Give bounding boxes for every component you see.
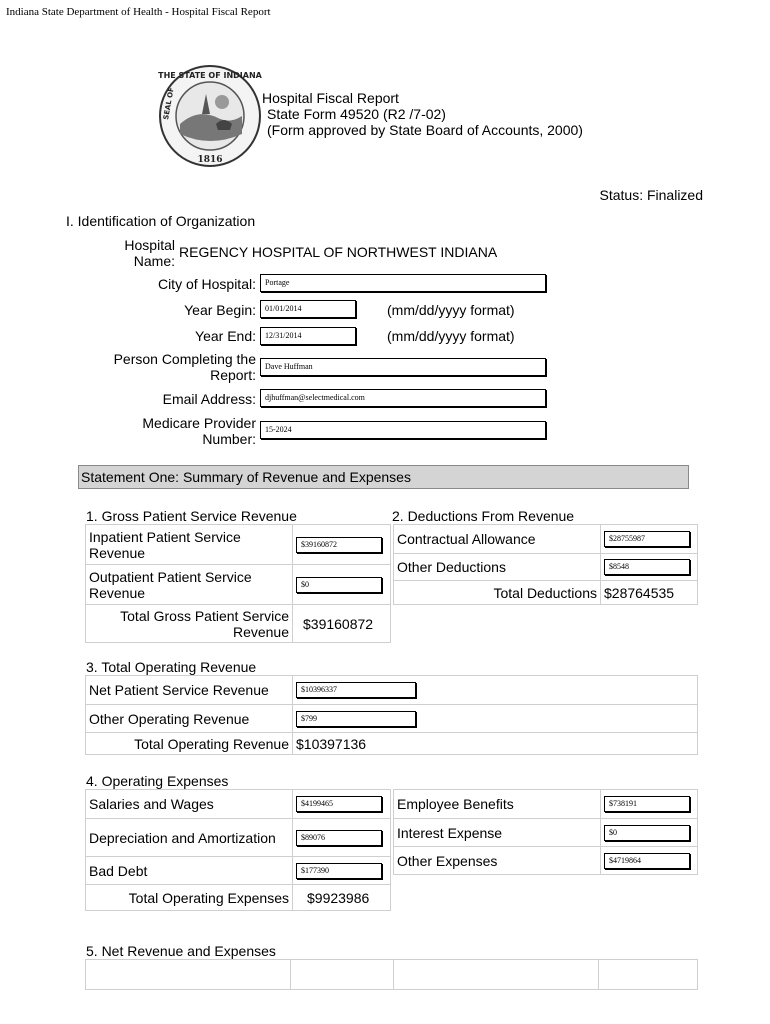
email-field[interactable]: djhuffman@selectmedical.com — [260, 389, 546, 407]
gross-total-label: Total Gross Patient Service Revenue — [86, 605, 293, 643]
bad-debt-field[interactable]: $177390 — [296, 863, 382, 879]
total-operating-expenses-value: $9923986 — [293, 885, 391, 911]
svg-text:THE STATE OF INDIANA: THE STATE OF INDIANA — [158, 71, 262, 80]
deductions-table — [393, 524, 698, 605]
form-title: Hospital Fiscal Report — [262, 90, 399, 106]
svg-text:1816: 1816 — [197, 155, 223, 165]
depreciation-field[interactable]: $89076 — [296, 830, 382, 846]
outpatient-label: Outpatient Patient Service Revenue — [86, 565, 293, 605]
other-expenses-label: Other Expenses — [394, 847, 601, 875]
interest-expense-label: Interest Expense — [394, 819, 601, 847]
inpatient-label: Inpatient Patient Service Revenue — [86, 525, 293, 565]
medicare-provider-label: Medicare Provider Number: — [142, 415, 256, 447]
total-operating-revenue-value: $10397136 — [293, 733, 698, 755]
year-end-field[interactable]: 12/31/2014 — [260, 327, 356, 345]
total-deductions-value: $28764535 — [601, 581, 698, 605]
year-end-format-hint: (mm/dd/yyyy format) — [387, 328, 515, 344]
person-completing-label: Person Completing the Report: — [113, 351, 256, 383]
operating-expenses-left-table — [85, 789, 391, 911]
other-deductions-label: Other Deductions — [394, 554, 601, 581]
year-begin-format-hint: (mm/dd/yyyy format) — [387, 302, 515, 318]
contractual-allowance-field[interactable]: $28755987 — [604, 531, 690, 547]
other-deductions-field[interactable]: $8548 — [604, 559, 690, 575]
depreciation-label: Depreciation and Amortization — [86, 819, 293, 857]
gross-revenue-heading: 1. Gross Patient Service Revenue — [86, 508, 297, 524]
statement-one-header: Statement One: Summary of Revenue and Expenses — [78, 465, 689, 489]
operating-revenue-table — [85, 675, 698, 755]
bad-debt-label: Bad Debt — [86, 857, 293, 885]
net-patient-revenue-label: Net Patient Service Revenue — [86, 676, 293, 705]
net-revenue-table — [85, 959, 698, 990]
net-revenue-cell — [291, 960, 394, 990]
operating-expenses-right-table — [393, 789, 698, 875]
person-completing-field[interactable]: Dave Huffman — [260, 358, 546, 376]
gross-total-value: $39160872 — [293, 605, 391, 643]
form-approval: (Form approved by State Board of Accounts, 2000) — [267, 122, 583, 138]
net-revenue-cell — [394, 960, 599, 990]
other-operating-revenue-label: Other Operating Revenue — [86, 705, 293, 733]
net-revenue-heading: 5. Net Revenue and Expenses — [86, 943, 276, 959]
deductions-heading: 2. Deductions From Revenue — [392, 508, 575, 524]
net-patient-revenue-field[interactable]: $10396337 — [296, 682, 416, 698]
form-title-block — [262, 90, 583, 138]
employee-benefits-field[interactable]: $738191 — [604, 796, 690, 812]
total-operating-revenue-label: Total Operating Revenue — [86, 733, 293, 755]
operating-expenses-heading: 4. Operating Expenses — [86, 773, 229, 789]
page-header: Indiana State Department of Health - Hospital Fiscal Report — [6, 6, 271, 18]
salaries-label: Salaries and Wages — [86, 790, 293, 819]
total-deductions-label: Total Deductions — [394, 581, 601, 605]
email-label: Email Address: — [162, 391, 256, 407]
salaries-field[interactable]: $4199465 — [296, 796, 382, 812]
year-begin-field[interactable]: 01/01/2014 — [260, 300, 356, 318]
section-identification-heading: I. Identification of Organization — [66, 213, 256, 229]
interest-expense-field[interactable]: $0 — [604, 825, 690, 841]
form-number: State Form 49520 (R2 /7-02) — [267, 106, 446, 122]
contractual-allowance-label: Contractual Allowance — [394, 525, 601, 554]
inpatient-field[interactable]: $39160872 — [296, 537, 382, 553]
year-end-label: Year End: — [195, 328, 256, 344]
hospital-name-label: Hospital Name: — [124, 237, 175, 269]
operating-revenue-heading: 3. Total Operating Revenue — [86, 659, 257, 675]
net-revenue-cell — [86, 960, 291, 990]
status-label: Status: Finalized — [599, 187, 703, 203]
hospital-name-value: REGENCY HOSPITAL OF NORTHWEST INDIANA — [179, 244, 498, 260]
year-begin-label: Year Begin: — [184, 302, 256, 318]
svg-text:SEAL OF: SEAL OF — [162, 86, 176, 121]
total-operating-expenses-label: Total Operating Expenses — [86, 885, 293, 911]
other-operating-revenue-field[interactable]: $799 — [296, 711, 416, 727]
net-revenue-cell — [599, 960, 698, 990]
state-seal-icon — [158, 64, 262, 168]
other-expenses-field[interactable]: $4719864 — [604, 853, 690, 869]
medicare-provider-field[interactable]: 15-2024 — [260, 421, 546, 439]
city-label: City of Hospital: — [157, 276, 256, 292]
outpatient-field[interactable]: $0 — [296, 577, 382, 593]
gross-revenue-table — [85, 524, 391, 643]
city-field[interactable]: Portage — [260, 274, 546, 292]
employee-benefits-label: Employee Benefits — [394, 790, 601, 819]
